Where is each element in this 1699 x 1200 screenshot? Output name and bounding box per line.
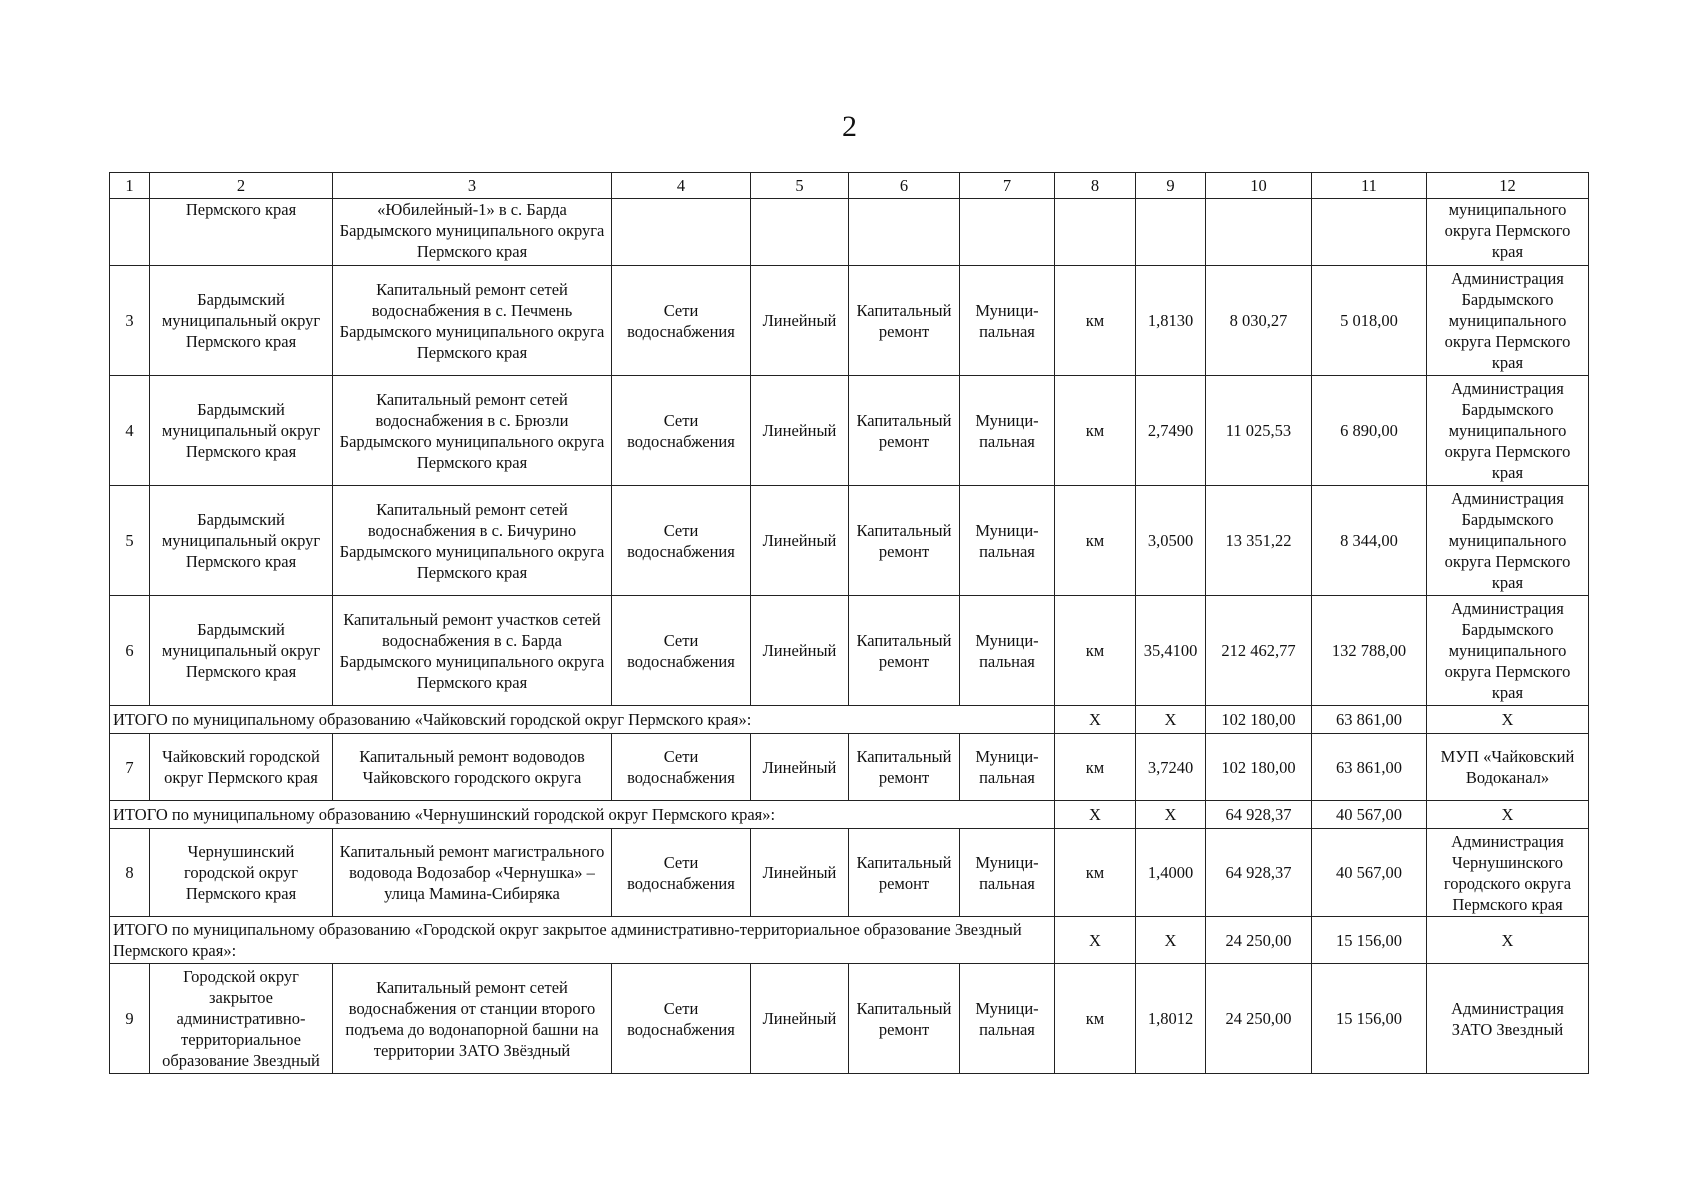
table-row	[110, 376, 1589, 486]
kind-cell: Линейный	[751, 596, 849, 706]
empty-cell	[1136, 199, 1206, 266]
kind-cell: Линейный	[751, 486, 849, 596]
column-number: 3	[333, 173, 612, 199]
work-cell: Капитальный ремонт	[849, 829, 960, 917]
row-number: 9	[110, 964, 150, 1074]
column-number: 7	[960, 173, 1055, 199]
unit-cell: км	[1055, 266, 1136, 376]
amount-cell: 35,4100	[1136, 596, 1206, 706]
object-cell: Капитальный ремонт сетей водоснабжения в с. Бичурино Бардымского муниципального округа Пермского края	[333, 486, 612, 596]
kind-cell: Линейный	[751, 734, 849, 801]
subsidy-cell: 6 890,00	[1312, 376, 1427, 486]
table-row-continuation	[110, 199, 1589, 266]
object-cell: «Юбилейный-1» в с. Барда Бардымского муниципального округа Пермского края	[333, 199, 612, 266]
row-number: 6	[110, 596, 150, 706]
ownership-cell: Муници-пальная	[960, 829, 1055, 917]
customer-cell: Администрация ЗАТО Звездный	[1427, 964, 1589, 1074]
total-cell: 13 351,22	[1206, 486, 1312, 596]
amount-cell: 2,7490	[1136, 376, 1206, 486]
ownership-cell: Муници-пальная	[960, 734, 1055, 801]
total-cell: 64 928,37	[1206, 801, 1312, 829]
ownership-cell: Муници-пальная	[960, 266, 1055, 376]
customer-cell: Администрация Чернушинского городского округа Пермского края	[1427, 829, 1589, 917]
row-number: 7	[110, 734, 150, 801]
kind-cell: Линейный	[751, 829, 849, 917]
object-cell: Капитальный ремонт сетей водоснабжения в с. Брюзли Бардымского муниципального округа Пермского края	[333, 376, 612, 486]
total-cell: 64 928,37	[1206, 829, 1312, 917]
customer-cell: Администрация Бардымского муниципального округа Пермского края	[1427, 486, 1589, 596]
work-cell: Капитальный ремонт	[849, 596, 960, 706]
unit-cell: км	[1055, 734, 1136, 801]
table-row	[110, 266, 1589, 376]
total-cell: 11 025,53	[1206, 376, 1312, 486]
total-row	[110, 917, 1589, 964]
municipality-cell: Пермского края	[150, 199, 333, 266]
subsidy-cell: 15 156,00	[1312, 917, 1427, 964]
table-row	[110, 734, 1589, 801]
type-cell: Сети водоснабжения	[612, 964, 751, 1074]
table-row	[110, 964, 1589, 1074]
total-x-cell: X	[1055, 706, 1136, 734]
empty-cell	[751, 199, 849, 266]
total-x-cell: X	[1136, 801, 1206, 829]
municipality-cell: Бардымский муниципальный округ Пермского края	[150, 596, 333, 706]
row-number	[110, 199, 150, 266]
total-x-cell: X	[1136, 917, 1206, 964]
subsidy-cell: 63 861,00	[1312, 706, 1427, 734]
type-cell: Сети водоснабжения	[612, 376, 751, 486]
column-number: 5	[751, 173, 849, 199]
amount-cell: 1,4000	[1136, 829, 1206, 917]
unit-cell: км	[1055, 376, 1136, 486]
municipality-cell: Бардымский муниципальный округ Пермского края	[150, 376, 333, 486]
work-cell: Капитальный ремонт	[849, 734, 960, 801]
customer-cell: Администрация Бардымского муниципального округа Пермского края	[1427, 596, 1589, 706]
type-cell: Сети водоснабжения	[612, 829, 751, 917]
total-label: ИТОГО по муниципальному образованию «Чайковский городской округ Пермского края»:	[110, 706, 1055, 734]
table-row	[110, 829, 1589, 917]
column-number: 8	[1055, 173, 1136, 199]
empty-cell	[960, 199, 1055, 266]
total-cell: 8 030,27	[1206, 266, 1312, 376]
column-number: 11	[1312, 173, 1427, 199]
total-label: ИТОГО по муниципальному образованию «Чернушинский городской округ Пермского края»:	[110, 801, 1055, 829]
column-number: 2	[150, 173, 333, 199]
total-x-cell: X	[1427, 706, 1589, 734]
object-cell: Капитальный ремонт участков сетей водоснабжения в с. Барда Бардымского муниципального округа Пермского края	[333, 596, 612, 706]
subsidy-cell: 40 567,00	[1312, 801, 1427, 829]
total-cell: 102 180,00	[1206, 734, 1312, 801]
unit-cell: км	[1055, 486, 1136, 596]
table-row	[110, 596, 1589, 706]
objects-table	[109, 172, 1589, 1074]
empty-cell	[1206, 199, 1312, 266]
empty-cell	[1312, 199, 1427, 266]
unit-cell: км	[1055, 596, 1136, 706]
total-row	[110, 801, 1589, 829]
row-number: 3	[110, 266, 150, 376]
unit-cell: км	[1055, 829, 1136, 917]
ownership-cell: Муници-пальная	[960, 964, 1055, 1074]
total-x-cell: X	[1136, 706, 1206, 734]
empty-cell	[1055, 199, 1136, 266]
column-number: 6	[849, 173, 960, 199]
total-cell: 212 462,77	[1206, 596, 1312, 706]
type-cell: Сети водоснабжения	[612, 734, 751, 801]
column-number: 10	[1206, 173, 1312, 199]
type-cell: Сети водоснабжения	[612, 486, 751, 596]
page-number: 2	[842, 110, 857, 143]
empty-cell	[849, 199, 960, 266]
subsidy-cell: 5 018,00	[1312, 266, 1427, 376]
row-number: 5	[110, 486, 150, 596]
amount-cell: 3,7240	[1136, 734, 1206, 801]
object-cell: Капитальный ремонт водоводов Чайковского городского округа	[333, 734, 612, 801]
ownership-cell: Муници-пальная	[960, 596, 1055, 706]
object-cell: Капитальный ремонт магистрального водовода Водозабор «Чернушка» – улица Мамина-Сибиряка	[333, 829, 612, 917]
column-number: 4	[612, 173, 751, 199]
subsidy-cell: 132 788,00	[1312, 596, 1427, 706]
total-cell: 102 180,00	[1206, 706, 1312, 734]
table-row	[110, 486, 1589, 596]
amount-cell: 1,8130	[1136, 266, 1206, 376]
row-number: 4	[110, 376, 150, 486]
amount-cell: 3,0500	[1136, 486, 1206, 596]
subsidy-cell: 8 344,00	[1312, 486, 1427, 596]
ownership-cell: Муници-пальная	[960, 376, 1055, 486]
customer-cell: Администрация Бардымского муниципального округа Пермского края	[1427, 376, 1589, 486]
total-cell: 24 250,00	[1206, 917, 1312, 964]
total-row	[110, 706, 1589, 734]
work-cell: Капитальный ремонт	[849, 486, 960, 596]
municipality-cell: Бардымский муниципальный округ Пермского края	[150, 266, 333, 376]
total-cell: 24 250,00	[1206, 964, 1312, 1074]
total-label: ИТОГО по муниципальному образованию «Городской округ закрытое административно-территориальное образование Звездный Пермского края»:	[110, 917, 1055, 964]
object-cell: Капитальный ремонт сетей водоснабжения от станции второго подъема до водонапорной башни на территории ЗАТО Звёздный	[333, 964, 612, 1074]
total-x-cell: X	[1055, 917, 1136, 964]
kind-cell: Линейный	[751, 266, 849, 376]
ownership-cell: Муници-пальная	[960, 486, 1055, 596]
amount-cell: 1,8012	[1136, 964, 1206, 1074]
type-cell: Сети водоснабжения	[612, 596, 751, 706]
municipality-cell: Городской округ закрытое административно-территориальное образование Звездный	[150, 964, 333, 1074]
table-header-row	[110, 173, 1589, 199]
row-number: 8	[110, 829, 150, 917]
work-cell: Капитальный ремонт	[849, 376, 960, 486]
subsidy-cell: 40 567,00	[1312, 829, 1427, 917]
total-x-cell: X	[1055, 801, 1136, 829]
work-cell: Капитальный ремонт	[849, 964, 960, 1074]
municipality-cell: Бардымский муниципальный округ Пермского края	[150, 486, 333, 596]
customer-cell: МУП «Чайковский Водоканал»	[1427, 734, 1589, 801]
kind-cell: Линейный	[751, 376, 849, 486]
subsidy-cell: 15 156,00	[1312, 964, 1427, 1074]
column-number: 12	[1427, 173, 1589, 199]
total-x-cell: X	[1427, 801, 1589, 829]
column-number: 1	[110, 173, 150, 199]
type-cell: Сети водоснабжения	[612, 266, 751, 376]
work-cell: Капитальный ремонт	[849, 266, 960, 376]
municipality-cell: Чернушинский городской округ Пермского края	[150, 829, 333, 917]
object-cell: Капитальный ремонт сетей водоснабжения в с. Печмень Бардымского муниципального округа Пермского края	[333, 266, 612, 376]
customer-cell: Администрация Бардымского муниципального округа Пермского края	[1427, 266, 1589, 376]
kind-cell: Линейный	[751, 964, 849, 1074]
municipality-cell: Чайковский городской округ Пермского края	[150, 734, 333, 801]
total-x-cell: X	[1427, 917, 1589, 964]
subsidy-cell: 63 861,00	[1312, 734, 1427, 801]
column-number: 9	[1136, 173, 1206, 199]
empty-cell	[612, 199, 751, 266]
unit-cell: км	[1055, 964, 1136, 1074]
customer-cell: муниципального округа Пермского края	[1427, 199, 1589, 266]
